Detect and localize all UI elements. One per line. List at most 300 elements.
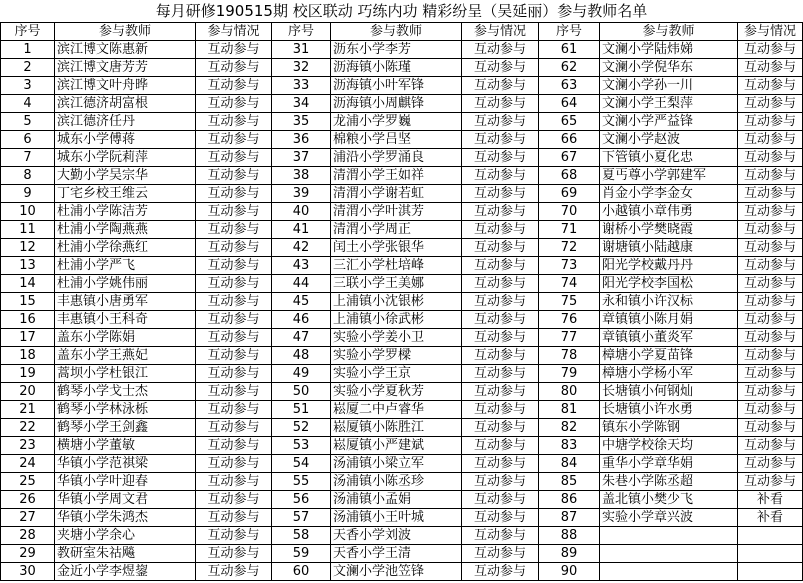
status-cell: 互动参与 <box>462 77 539 95</box>
seq-cell: 50 <box>272 383 331 401</box>
table-row <box>1 311 803 329</box>
status-cell: 互动参与 <box>196 167 272 185</box>
table-row <box>1 221 803 239</box>
status-cell: 互动参与 <box>196 239 272 257</box>
teacher-cell: 滨江博文唐芳芳 <box>55 59 196 77</box>
status-cell: 互动参与 <box>462 563 539 581</box>
status-cell: 互动参与 <box>196 401 272 419</box>
table-row <box>1 545 803 563</box>
seq-cell: 51 <box>272 401 331 419</box>
status-cell: 互动参与 <box>196 491 272 509</box>
seq-cell: 18 <box>1 347 55 365</box>
seq-cell: 33 <box>272 77 331 95</box>
status-cell: 互动参与 <box>462 473 539 491</box>
status-cell: 互动参与 <box>462 545 539 563</box>
teacher-cell: 丰惠镇小王科奇 <box>55 311 196 329</box>
teacher-cell: 滨江博文陈惠新 <box>55 41 196 59</box>
teacher-cell: 闰土小学张银华 <box>331 239 462 257</box>
status-cell: 互动参与 <box>462 131 539 149</box>
table-row <box>1 383 803 401</box>
teacher-cell: 盖北镇小樊少飞 <box>600 491 738 509</box>
status-cell: 互动参与 <box>462 185 539 203</box>
status-cell: 互动参与 <box>462 257 539 275</box>
seq-cell: 90 <box>539 563 600 581</box>
seq-cell: 49 <box>272 365 331 383</box>
seq-cell: 63 <box>539 77 600 95</box>
seq-cell: 72 <box>539 239 600 257</box>
status-cell: 互动参与 <box>196 275 272 293</box>
seq-cell: 89 <box>539 545 600 563</box>
teacher-cell: 棉粮小学吕坚 <box>331 131 462 149</box>
status-cell: 互动参与 <box>462 239 539 257</box>
seq-cell: 62 <box>539 59 600 77</box>
table-row <box>1 509 803 527</box>
teacher-cell: 夏丐尊小学郭建军 <box>600 167 738 185</box>
teacher-cell <box>600 563 738 581</box>
status-cell: 互动参与 <box>462 95 539 113</box>
status-cell: 互动参与 <box>462 527 539 545</box>
seq-cell: 65 <box>539 113 600 131</box>
seq-cell: 60 <box>272 563 331 581</box>
seq-cell: 7 <box>1 149 55 167</box>
seq-cell: 4 <box>1 95 55 113</box>
teacher-cell: 崧厦镇小严建斌 <box>331 437 462 455</box>
seq-cell: 68 <box>539 167 600 185</box>
status-cell: 互动参与 <box>462 275 539 293</box>
status-cell: 互动参与 <box>462 113 539 131</box>
seq-cell: 6 <box>1 131 55 149</box>
teacher-cell: 崧厦镇小陈胜江 <box>331 419 462 437</box>
seq-cell: 39 <box>272 185 331 203</box>
teacher-cell: 沥海镇小陈瑾 <box>331 59 462 77</box>
teacher-cell: 盖东小学陈娟 <box>55 329 196 347</box>
status-cell: 互动参与 <box>462 221 539 239</box>
teacher-cell: 章镇镇小陈月娟 <box>600 311 738 329</box>
table-header-row <box>1 23 803 41</box>
status-cell: 互动参与 <box>738 437 803 455</box>
seq-cell: 61 <box>539 41 600 59</box>
status-cell: 互动参与 <box>196 419 272 437</box>
teacher-cell: 三汇小学杜培峰 <box>331 257 462 275</box>
status-cell: 互动参与 <box>462 59 539 77</box>
teacher-cell: 城东小学阮莉萍 <box>55 149 196 167</box>
teacher-cell: 鹤琴小学林泳栎 <box>55 401 196 419</box>
teacher-cell: 实验小学章兴波 <box>600 509 738 527</box>
seq-cell: 88 <box>539 527 600 545</box>
status-cell: 互动参与 <box>738 275 803 293</box>
status-cell: 互动参与 <box>462 167 539 185</box>
seq-cell: 80 <box>539 383 600 401</box>
table-row <box>1 275 803 293</box>
status-cell: 互动参与 <box>462 455 539 473</box>
seq-cell: 13 <box>1 257 55 275</box>
teacher-cell: 重华小学章华娟 <box>600 455 738 473</box>
table-row <box>1 185 803 203</box>
teacher-cell: 永和镇小许汉标 <box>600 293 738 311</box>
status-cell: 互动参与 <box>196 545 272 563</box>
seq-cell: 67 <box>539 149 600 167</box>
seq-cell: 86 <box>539 491 600 509</box>
status-cell: 互动参与 <box>196 563 272 581</box>
seq-cell: 55 <box>272 473 331 491</box>
seq-cell: 66 <box>539 131 600 149</box>
status-cell: 互动参与 <box>196 221 272 239</box>
status-cell: 补看 <box>738 491 803 509</box>
status-cell: 互动参与 <box>196 383 272 401</box>
teacher-cell: 杜浦小学严飞 <box>55 257 196 275</box>
status-cell: 互动参与 <box>738 455 803 473</box>
teacher-cell: 蒿坝小学杜银江 <box>55 365 196 383</box>
header-cell: 序号 <box>1 23 55 41</box>
teacher-cell: 鹤琴小学王剑鑫 <box>55 419 196 437</box>
header-cell: 序号 <box>272 23 331 41</box>
table-row <box>1 149 803 167</box>
seq-cell: 14 <box>1 275 55 293</box>
teacher-cell: 杜浦小学姚伟丽 <box>55 275 196 293</box>
table-row <box>1 59 803 77</box>
teacher-cell: 教研室朱祜飚 <box>55 545 196 563</box>
teacher-cell: 天香小学刘波 <box>331 527 462 545</box>
seq-cell: 87 <box>539 509 600 527</box>
seq-cell: 79 <box>539 365 600 383</box>
table-row <box>1 563 803 581</box>
seq-cell: 16 <box>1 311 55 329</box>
teacher-cell: 天香小学王清 <box>331 545 462 563</box>
status-cell: 互动参与 <box>738 185 803 203</box>
status-cell: 互动参与 <box>196 311 272 329</box>
seq-cell: 83 <box>539 437 600 455</box>
teacher-table <box>0 22 803 581</box>
status-cell: 互动参与 <box>738 149 803 167</box>
teacher-cell: 实验小学王京 <box>331 365 462 383</box>
seq-cell: 46 <box>272 311 331 329</box>
seq-cell: 45 <box>272 293 331 311</box>
status-cell: 互动参与 <box>462 509 539 527</box>
teacher-cell: 汤浦镇小孟娟 <box>331 491 462 509</box>
seq-cell: 40 <box>272 203 331 221</box>
table-row <box>1 437 803 455</box>
seq-cell: 81 <box>539 401 600 419</box>
status-cell: 互动参与 <box>462 311 539 329</box>
teacher-cell: 滨江德济胡富根 <box>55 95 196 113</box>
teacher-cell: 文澜小学王梨萍 <box>600 95 738 113</box>
teacher-cell: 清渭小学王如祥 <box>331 167 462 185</box>
seq-cell: 47 <box>272 329 331 347</box>
status-cell: 互动参与 <box>196 473 272 491</box>
seq-cell: 71 <box>539 221 600 239</box>
status-cell: 互动参与 <box>196 527 272 545</box>
status-cell: 补看 <box>738 509 803 527</box>
seq-cell: 30 <box>1 563 55 581</box>
seq-cell: 11 <box>1 221 55 239</box>
seq-cell: 10 <box>1 203 55 221</box>
seq-cell: 70 <box>539 203 600 221</box>
teacher-cell: 丁宅乡校王维云 <box>55 185 196 203</box>
seq-cell: 26 <box>1 491 55 509</box>
seq-cell: 5 <box>1 113 55 131</box>
status-cell: 互动参与 <box>738 383 803 401</box>
teacher-cell: 文澜小学严益锋 <box>600 113 738 131</box>
seq-cell: 9 <box>1 185 55 203</box>
table-row <box>1 77 803 95</box>
teacher-cell: 镇东小学陈钢 <box>600 419 738 437</box>
seq-cell: 2 <box>1 59 55 77</box>
status-cell: 互动参与 <box>196 149 272 167</box>
teacher-cell: 文澜小学倪华东 <box>600 59 738 77</box>
teacher-cell: 谢塘镇小陆越康 <box>600 239 738 257</box>
seq-cell: 20 <box>1 383 55 401</box>
seq-cell: 8 <box>1 167 55 185</box>
status-cell: 互动参与 <box>196 131 272 149</box>
teacher-cell: 大勤小学吴宗华 <box>55 167 196 185</box>
teacher-cell: 龙浦小学罗巍 <box>331 113 462 131</box>
teacher-cell <box>600 545 738 563</box>
status-cell: 互动参与 <box>462 383 539 401</box>
table-row <box>1 419 803 437</box>
table-row <box>1 329 803 347</box>
seq-cell: 32 <box>272 59 331 77</box>
seq-cell: 15 <box>1 293 55 311</box>
teacher-cell: 崧厦二中卢睿华 <box>331 401 462 419</box>
seq-cell: 28 <box>1 527 55 545</box>
status-cell: 互动参与 <box>738 131 803 149</box>
seq-cell: 43 <box>272 257 331 275</box>
status-cell: 互动参与 <box>738 293 803 311</box>
table-row <box>1 239 803 257</box>
status-cell: 互动参与 <box>196 509 272 527</box>
teacher-cell: 文澜小学赵波 <box>600 131 738 149</box>
header-cell: 参与情况 <box>462 23 539 41</box>
status-cell: 互动参与 <box>196 41 272 59</box>
status-cell: 互动参与 <box>196 113 272 131</box>
seq-cell: 58 <box>272 527 331 545</box>
status-cell: 互动参与 <box>462 401 539 419</box>
teacher-cell: 阳光学校戴丹丹 <box>600 257 738 275</box>
status-cell: 互动参与 <box>196 77 272 95</box>
teacher-cell: 小越镇小章伟勇 <box>600 203 738 221</box>
status-cell: 互动参与 <box>462 491 539 509</box>
status-cell: 互动参与 <box>462 293 539 311</box>
table-row <box>1 257 803 275</box>
teacher-cell: 沥东小学李芳 <box>331 41 462 59</box>
teacher-cell: 朱巷小学陈丞超 <box>600 473 738 491</box>
seq-cell: 3 <box>1 77 55 95</box>
teacher-cell: 上浦镇小沈银彬 <box>331 293 462 311</box>
seq-cell: 21 <box>1 401 55 419</box>
status-cell: 互动参与 <box>196 185 272 203</box>
status-cell: 互动参与 <box>196 365 272 383</box>
table-row <box>1 95 803 113</box>
status-cell: 互动参与 <box>196 95 272 113</box>
seq-cell: 42 <box>272 239 331 257</box>
status-cell: 互动参与 <box>196 347 272 365</box>
table-row <box>1 203 803 221</box>
status-cell: 互动参与 <box>738 95 803 113</box>
status-cell: 互动参与 <box>196 59 272 77</box>
teacher-cell: 华镇小学周文君 <box>55 491 196 509</box>
teacher-cell: 下管镇小夏化忠 <box>600 149 738 167</box>
status-cell: 互动参与 <box>462 347 539 365</box>
seq-cell: 52 <box>272 419 331 437</box>
seq-cell: 37 <box>272 149 331 167</box>
seq-cell: 35 <box>272 113 331 131</box>
table-row <box>1 473 803 491</box>
seq-cell: 56 <box>272 491 331 509</box>
table-row <box>1 491 803 509</box>
teacher-cell: 鹤琴小学戈士杰 <box>55 383 196 401</box>
seq-cell: 78 <box>539 347 600 365</box>
status-cell: 互动参与 <box>196 203 272 221</box>
status-cell: 互动参与 <box>196 437 272 455</box>
seq-cell: 84 <box>539 455 600 473</box>
status-cell: 互动参与 <box>738 41 803 59</box>
seq-cell: 76 <box>539 311 600 329</box>
teacher-cell: 文澜小学孙一川 <box>600 77 738 95</box>
status-cell: 互动参与 <box>738 113 803 131</box>
status-cell: 互动参与 <box>462 419 539 437</box>
teacher-cell: 清渭小学谢若虹 <box>331 185 462 203</box>
status-cell: 互动参与 <box>738 239 803 257</box>
status-cell: 互动参与 <box>738 347 803 365</box>
teacher-cell: 汤浦镇小陈丞珍 <box>331 473 462 491</box>
seq-cell: 75 <box>539 293 600 311</box>
header-cell: 参与情况 <box>738 23 803 41</box>
table-row <box>1 113 803 131</box>
header-cell: 参与教师 <box>55 23 196 41</box>
seq-cell: 36 <box>272 131 331 149</box>
status-cell: 互动参与 <box>738 221 803 239</box>
table-row <box>1 293 803 311</box>
teacher-cell: 樟塘小学夏苗锋 <box>600 347 738 365</box>
seq-cell: 73 <box>539 257 600 275</box>
seq-cell: 69 <box>539 185 600 203</box>
teacher-cell: 实验小学罗樑 <box>331 347 462 365</box>
status-cell: 互动参与 <box>462 365 539 383</box>
teacher-cell: 阳光学校李国松 <box>600 275 738 293</box>
table-row <box>1 347 803 365</box>
table-row <box>1 401 803 419</box>
teacher-cell: 杜浦小学陶燕燕 <box>55 221 196 239</box>
teacher-cell: 樟塘小学杨小军 <box>600 365 738 383</box>
teacher-cell <box>600 527 738 545</box>
teacher-cell: 谢桥小学樊晓霞 <box>600 221 738 239</box>
teacher-cell: 横塘小学董敏 <box>55 437 196 455</box>
seq-cell: 25 <box>1 473 55 491</box>
teacher-cell: 长塘镇小许水勇 <box>600 401 738 419</box>
teacher-cell: 杜浦小学徐燕红 <box>55 239 196 257</box>
status-cell <box>738 527 803 545</box>
seq-cell: 1 <box>1 41 55 59</box>
seq-cell: 34 <box>272 95 331 113</box>
status-cell: 互动参与 <box>738 473 803 491</box>
teacher-cell: 三联小学王美娜 <box>331 275 462 293</box>
seq-cell: 24 <box>1 455 55 473</box>
teacher-cell: 实验小学姜小卫 <box>331 329 462 347</box>
seq-cell: 85 <box>539 473 600 491</box>
table-row <box>1 131 803 149</box>
status-cell: 互动参与 <box>462 329 539 347</box>
teacher-cell: 汤浦镇小梁立军 <box>331 455 462 473</box>
status-cell: 互动参与 <box>462 203 539 221</box>
status-cell <box>738 545 803 563</box>
status-cell: 互动参与 <box>738 59 803 77</box>
status-cell: 互动参与 <box>738 419 803 437</box>
teacher-cell: 上浦镇小徐武彬 <box>331 311 462 329</box>
table-row <box>1 41 803 59</box>
teacher-cell: 丰惠镇小唐勇军 <box>55 293 196 311</box>
status-cell: 互动参与 <box>738 167 803 185</box>
header-cell: 参与教师 <box>600 23 738 41</box>
seq-cell: 19 <box>1 365 55 383</box>
teacher-cell: 华镇小学朱鸿杰 <box>55 509 196 527</box>
seq-cell: 29 <box>1 545 55 563</box>
status-cell: 互动参与 <box>196 257 272 275</box>
seq-cell: 22 <box>1 419 55 437</box>
seq-cell: 31 <box>272 41 331 59</box>
teacher-cell: 华镇小学叶迎春 <box>55 473 196 491</box>
status-cell: 互动参与 <box>196 293 272 311</box>
seq-cell: 74 <box>539 275 600 293</box>
teacher-cell: 盖东小学王燕妃 <box>55 347 196 365</box>
teacher-cell: 肖金小学李金女 <box>600 185 738 203</box>
teacher-cell: 滨江德济任丹 <box>55 113 196 131</box>
teacher-cell: 实验小学夏秋芳 <box>331 383 462 401</box>
teacher-cell: 滨江博文叶舟晔 <box>55 77 196 95</box>
seq-cell: 77 <box>539 329 600 347</box>
teacher-cell: 文澜小学池笠锋 <box>331 563 462 581</box>
seq-cell: 48 <box>272 347 331 365</box>
teacher-cell: 城东小学傅蒋 <box>55 131 196 149</box>
seq-cell: 57 <box>272 509 331 527</box>
teacher-cell: 文澜小学陆炜娣 <box>600 41 738 59</box>
teacher-cell: 沥海镇小叶军锋 <box>331 77 462 95</box>
sheet-title: 每月研修190515期 校区联动 巧练内功 精彩纷呈（吴延丽）参与教师名单 <box>155 2 648 20</box>
teacher-cell: 华镇小学范祺梁 <box>55 455 196 473</box>
status-cell: 互动参与 <box>738 77 803 95</box>
table-row <box>1 527 803 545</box>
status-cell: 互动参与 <box>462 437 539 455</box>
seq-cell: 44 <box>272 275 331 293</box>
teacher-cell: 清渭小学周正 <box>331 221 462 239</box>
seq-cell: 54 <box>272 455 331 473</box>
teacher-cell: 夹塘小学余心 <box>55 527 196 545</box>
seq-cell: 59 <box>272 545 331 563</box>
status-cell <box>738 563 803 581</box>
status-cell: 互动参与 <box>462 149 539 167</box>
seq-cell: 38 <box>272 167 331 185</box>
header-cell: 参与教师 <box>331 23 462 41</box>
status-cell: 互动参与 <box>738 257 803 275</box>
seq-cell: 27 <box>1 509 55 527</box>
teacher-cell: 章镇镇小董炎军 <box>600 329 738 347</box>
status-cell: 互动参与 <box>196 329 272 347</box>
header-cell: 参与情况 <box>196 23 272 41</box>
status-cell: 互动参与 <box>738 311 803 329</box>
header-cell: 序号 <box>539 23 600 41</box>
teacher-cell: 长塘镇小何钢灿 <box>600 383 738 401</box>
status-cell: 互动参与 <box>738 365 803 383</box>
seq-cell: 23 <box>1 437 55 455</box>
table-row <box>1 455 803 473</box>
seq-cell: 82 <box>539 419 600 437</box>
teacher-cell: 沥海镇小周麒锋 <box>331 95 462 113</box>
teacher-cell: 金近小学李煜鋆 <box>55 563 196 581</box>
seq-cell: 41 <box>272 221 331 239</box>
teacher-cell: 中塘学校徐天均 <box>600 437 738 455</box>
table-row <box>1 167 803 185</box>
teacher-cell: 汤浦镇小王叶城 <box>331 509 462 527</box>
teacher-cell: 清渭小学叶淇芳 <box>331 203 462 221</box>
